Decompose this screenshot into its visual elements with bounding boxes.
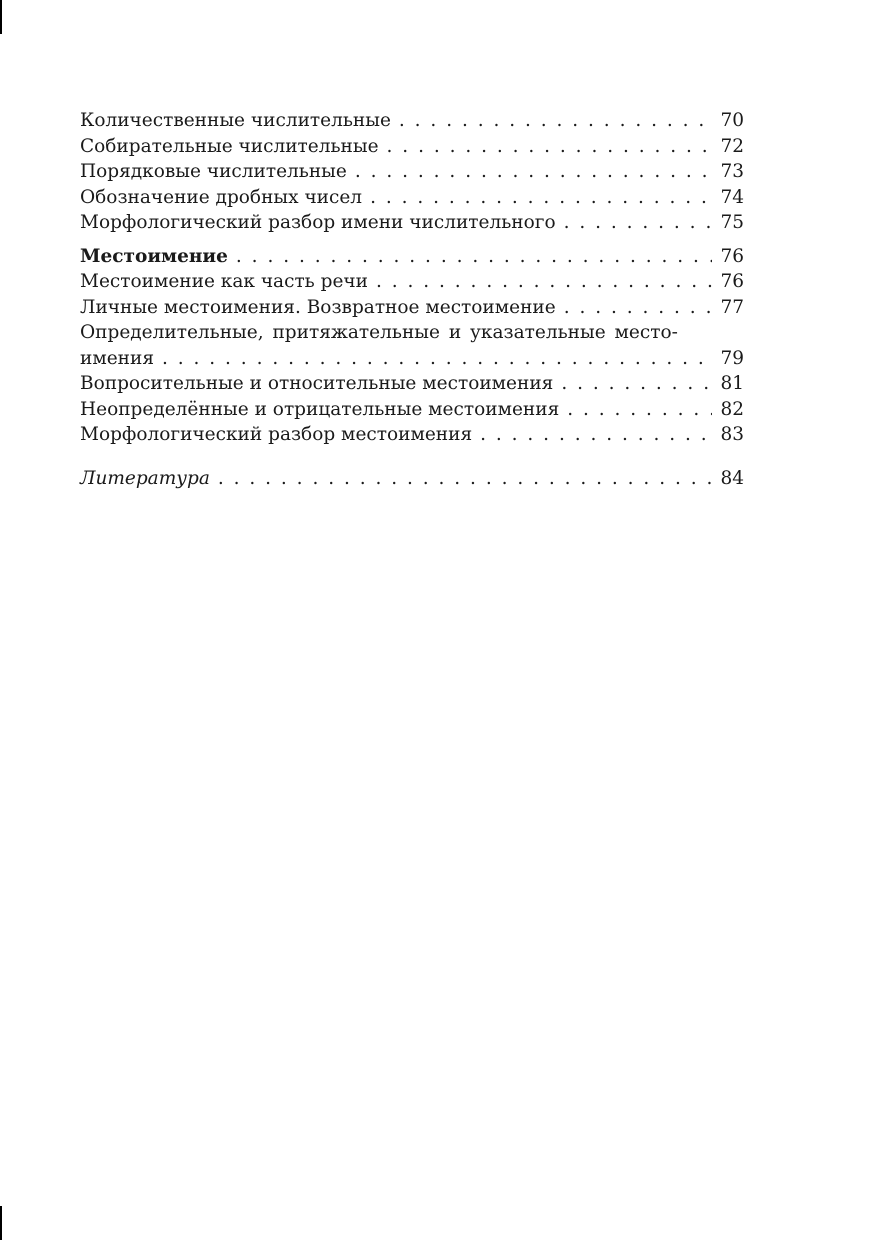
toc-entry-page: 83 <box>720 424 744 445</box>
toc-entry-page: 73 <box>720 161 744 182</box>
toc-entry[interactable] <box>80 295 744 321</box>
dot-leader <box>553 371 712 397</box>
dot-leader <box>368 269 712 295</box>
table-of-contents <box>80 108 744 491</box>
toc-entry-page: 75 <box>720 212 744 233</box>
dot-leader <box>154 346 712 372</box>
crop-mark-top <box>0 0 2 34</box>
dot-leader <box>228 244 713 270</box>
spacer <box>80 448 744 466</box>
toc-entry-page: 79 <box>720 347 744 369</box>
toc-entry[interactable] <box>80 422 744 448</box>
toc-entry-page: 82 <box>720 398 744 420</box>
dot-leader <box>362 185 712 211</box>
toc-entry-title: Морфологический разбор местоимения <box>80 424 473 445</box>
toc-entry-line2 <box>80 346 744 372</box>
toc-entry-title: Порядковые числительные <box>80 161 347 182</box>
toc-entry[interactable] <box>80 159 744 185</box>
toc-entry-title: Количественные числительные <box>80 110 391 131</box>
toc-entry[interactable] <box>80 210 744 236</box>
toc-entry-wrapped[interactable] <box>80 320 744 371</box>
toc-entry[interactable] <box>80 397 744 423</box>
toc-entry-page: 72 <box>720 135 744 157</box>
toc-entry-title: Литература <box>80 467 210 489</box>
dot-leader <box>472 422 712 448</box>
toc-entry[interactable] <box>80 185 744 211</box>
toc-entry-page: 70 <box>720 110 744 131</box>
crop-mark-bottom <box>0 1206 2 1240</box>
toc-entry-page: 74 <box>720 186 744 208</box>
dot-leader <box>556 210 713 236</box>
toc-section-heading[interactable] <box>80 244 744 270</box>
toc-entry-page: 76 <box>720 271 744 292</box>
toc-entry-title: Личные местоимения. Возвратное местоимение <box>80 296 556 318</box>
toc-entry-literature[interactable] <box>80 466 744 492</box>
toc-entry-page: 81 <box>720 373 744 394</box>
toc-entry[interactable] <box>80 371 744 397</box>
toc-entry[interactable] <box>80 134 744 160</box>
toc-entry-title: Собирательные числительные <box>80 135 379 157</box>
dot-leader <box>391 108 713 134</box>
toc-entry-title: Местоимение как часть речи <box>80 271 368 292</box>
toc-entry-page: 84 <box>720 467 744 489</box>
spacer <box>80 236 744 244</box>
toc-entry[interactable] <box>80 269 744 295</box>
dot-leader <box>347 159 713 185</box>
toc-entry-title-line2: имения <box>80 347 154 369</box>
toc-entry-title: Морфологический разбор имени числительного <box>80 212 556 233</box>
dot-leader <box>556 295 713 321</box>
toc-section-title: Местоимение <box>80 245 228 267</box>
dot-leader <box>379 134 713 160</box>
toc-entry-title: Неопределённые и отрицательные местоимения <box>80 398 560 420</box>
dot-leader <box>210 466 713 492</box>
toc-entry-title: Обозначение дробных чисел <box>80 186 363 208</box>
toc-entry-title-line1: Определительные, притяжательные и указательные место- <box>80 322 678 343</box>
toc-entry-title: Вопросительные и относительные местоимения <box>80 373 554 394</box>
toc-entry-page: 77 <box>720 296 744 318</box>
toc-entry[interactable] <box>80 108 744 134</box>
dot-leader <box>559 397 712 423</box>
toc-section-page: 76 <box>720 245 744 267</box>
